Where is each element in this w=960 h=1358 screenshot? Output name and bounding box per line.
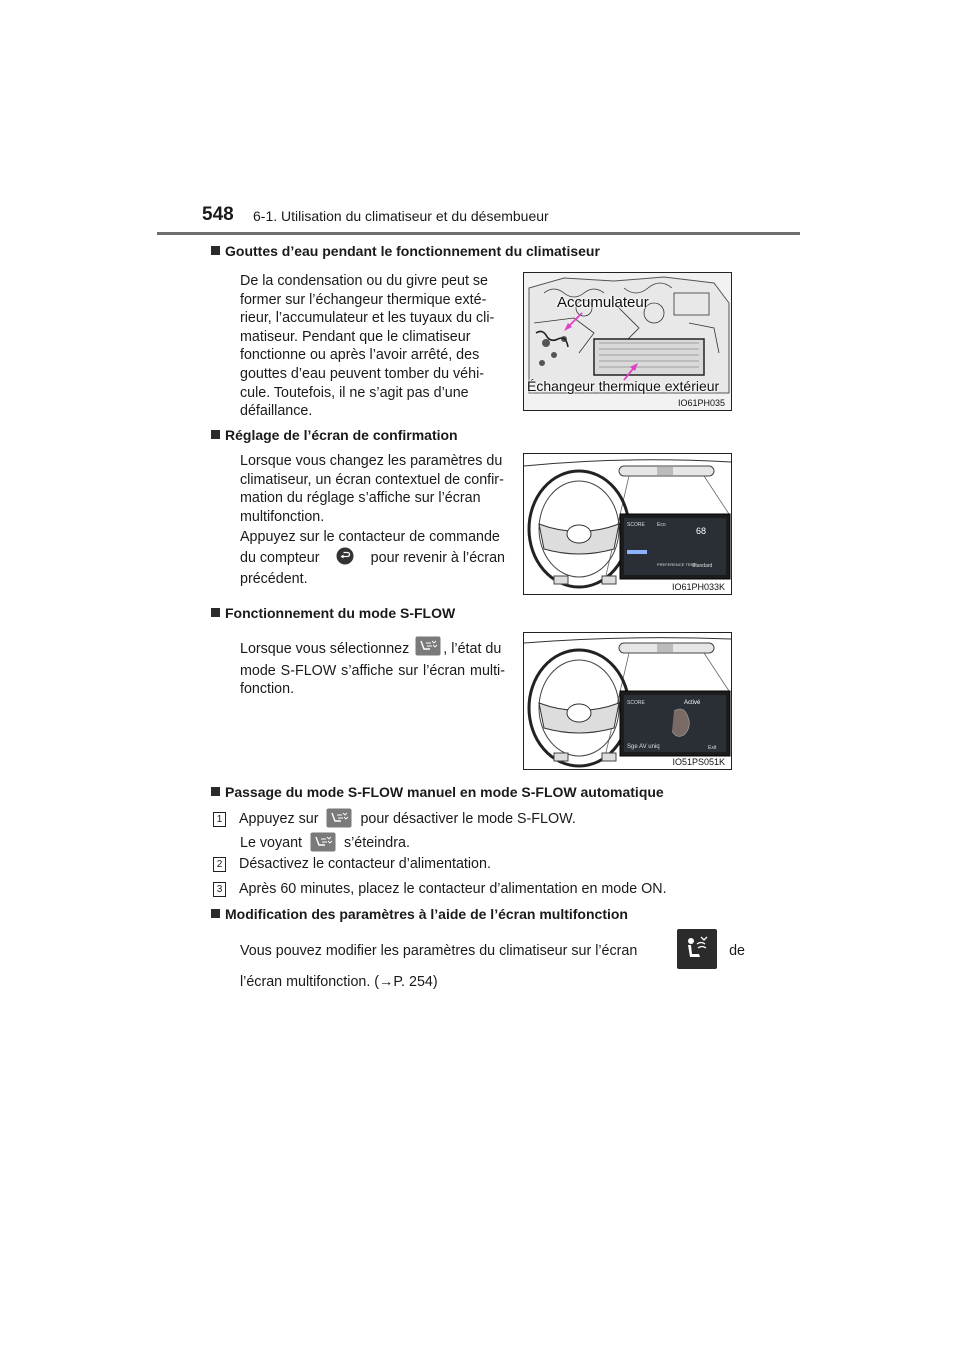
water-paragraph: De la condensation ou du givre peut se former sur l’échangeur thermique exté- rieur, l’accumulateur et les tuyaux du cli- matiseur. Pendant que le climatiseur fonctionne ou après l’avoir arrêté, des gouttes d’eau peuvent tomber du véhi- cule. Toutefois, il ne s’agit pas d’une défaillance. bbox=[240, 273, 495, 420]
svg-text:SCORE: SCORE bbox=[627, 522, 645, 528]
page-number: 548 bbox=[202, 204, 234, 225]
confirm-paragraph: Lorsque vous changez les paramètres du climatiseur, un écran contextuel de confir- mation du réglage s’affiche sur l’écran multifonction. bbox=[240, 453, 504, 525]
figure-dashboard-sflow bbox=[523, 632, 732, 770]
step-2: 2 Désactivez le contacteur d’alimentation. bbox=[213, 856, 491, 872]
sflow-paragraph: Lorsque vous sélectionnez , l’état du mode S-FLOW s’affiche sur l’écran multi- fonction. bbox=[240, 636, 505, 699]
figure-code: IO61PH033K bbox=[671, 582, 725, 592]
figure-code: IO51PS051K bbox=[672, 757, 725, 767]
svg-text:SCORE: SCORE bbox=[627, 700, 645, 706]
confirm-instruction: Appuyez sur le contacteur de commande du compteur pour revenir à l’écran précédent. bbox=[240, 529, 505, 588]
section-title-modify: Modification des paramètres à l’aide de l’écran multifonction bbox=[211, 906, 628, 922]
back-return-icon bbox=[336, 547, 354, 571]
sflow-seat-icon bbox=[310, 832, 336, 856]
section-bullet-icon bbox=[211, 909, 220, 918]
chapter-title: 6-1. Utilisation du climatiseur et du désembueur bbox=[253, 208, 549, 224]
section-bullet-icon bbox=[211, 246, 220, 255]
svg-text:Exit: Exit bbox=[708, 745, 717, 751]
figure-code: IO61PH035 bbox=[677, 398, 725, 408]
svg-text:Eco: Eco bbox=[657, 522, 666, 528]
section-title-confirm: Réglage de l’écran de confirmation bbox=[211, 427, 458, 443]
modify-paragraph: Vous pouvez modifier les paramètres du climatiseur sur l’écran de l’écran multifonction. (→P. 254) bbox=[240, 930, 745, 990]
figure-engine-bay bbox=[523, 272, 732, 411]
svg-text:Sge AV uniq: Sge AV uniq bbox=[627, 744, 660, 750]
section-title-water: Gouttes d’eau pendant le fonctionnement du climatiseur bbox=[211, 243, 600, 259]
sflow-seat-icon bbox=[326, 808, 352, 832]
step-1-note: Le voyant s’éteindra. bbox=[240, 832, 410, 856]
svg-text:Activé: Activé bbox=[684, 700, 701, 706]
section-bullet-icon bbox=[211, 787, 220, 796]
section-title-sflow: Fonctionnement du mode S-FLOW bbox=[211, 605, 455, 621]
step-3: 3 Après 60 minutes, placez le contacteur d’alimentation en mode ON. bbox=[213, 881, 667, 897]
header-rule bbox=[157, 232, 800, 235]
sflow-seat-icon bbox=[415, 636, 441, 662]
step-1: 1 Appuyez sur pour désactiver le mode S-FLOW. bbox=[213, 808, 576, 832]
dashboard-illustration bbox=[524, 454, 731, 594]
svg-text:PREFERENCE TEMP: PREFERENCE TEMP bbox=[657, 562, 697, 567]
figure-dashboard-confirm bbox=[523, 453, 732, 595]
svg-text:68: 68 bbox=[696, 526, 707, 536]
section-title-manual-auto: Passage du mode S-FLOW manuel en mode S-FLOW automatique bbox=[211, 784, 664, 800]
label-accumulator: Accumulateur bbox=[557, 294, 649, 311]
section-bullet-icon bbox=[211, 430, 220, 439]
section-bullet-icon bbox=[211, 608, 220, 617]
climate-display-icon bbox=[677, 929, 717, 973]
dashboard-illustration bbox=[524, 633, 731, 769]
svg-text:Standard: Standard bbox=[692, 563, 713, 569]
label-exchanger: Échangeur thermique extérieur bbox=[527, 378, 720, 394]
